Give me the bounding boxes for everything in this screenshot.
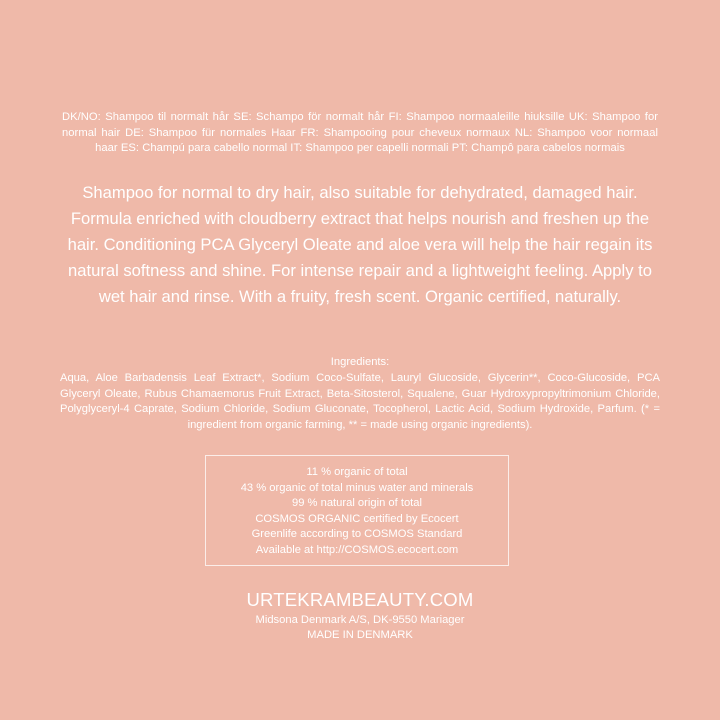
language-names: DK/NO: Shampoo til normalt hår SE: Schampo för normalt hår FI: Shampoo normaaleille hiuksille UK: Shampoo for normal hair DE: Shampoo für normales Haar FR: Shampooing pour cheveux normaux NL: Shampoo voor normaal haar ES: Champú para cabello normal IT: Shampoo per capelli normali PT: Champô para cabelos normais — [62, 111, 658, 154]
cert-line-availability: Available at http://COSMOS.ecocert.com — [255, 543, 459, 556]
product-description: Shampoo for normal to dry hair, also suitable for dehydrated, damaged hair. Formula enriched with cloudberry extract that helps nourish and freshen up the hair. Conditioning PCA Glyceryl Oleate and aloe vera will help the hair regain its natural softness and shine. For intense repair and a lightweight feeling. Apply to wet hair and rinse. With a fruity, fresh scent. Organic certified, naturally. — [67, 183, 653, 306]
cert-line-greenlife: Greenlife according to COSMOS Standard — [251, 528, 463, 541]
cert-line-organic-total: 11 % organic of total — [306, 466, 408, 478]
country-of-origin: MADE IN DENMARK — [307, 629, 413, 641]
ingredients-heading: Ingredients: — [330, 356, 390, 368]
brand-website: URTEKRAMBEAUTY.COM — [246, 589, 474, 610]
company-address: Midsona Denmark A/S, DK-9550 Mariager — [255, 614, 465, 626]
cert-line-natural-origin: 99 % natural origin of total — [292, 497, 422, 510]
ingredients-list: Aqua, Aloe Barbadensis Leaf Extract*, Sodium Coco-Sulfate, Lauryl Glucoside, Glycerin**, Coco-Glucoside, PCA Glyceryl Oleate, Rubus Chamaemorus Fruit Extract, Beta-Sitosterol, Squalene, Guar Hydroxypropyltrimonium Chloride, Polyglyceryl-4 Caprate, Sodium Chloride, Sodium Gluconate, Tocopherol, Lactic Acid, Sodium Hydroxide, Parfum. (* = ingredient from organic farming, ** = made using organic ingredients). — [60, 372, 660, 431]
cert-line-organic-minus-water: 43 % organic of total minus water and minerals — [240, 481, 474, 494]
certification-box — [205, 455, 509, 566]
cert-line-cosmos-organic: COSMOS ORGANIC certified by Ecocert — [255, 512, 459, 525]
